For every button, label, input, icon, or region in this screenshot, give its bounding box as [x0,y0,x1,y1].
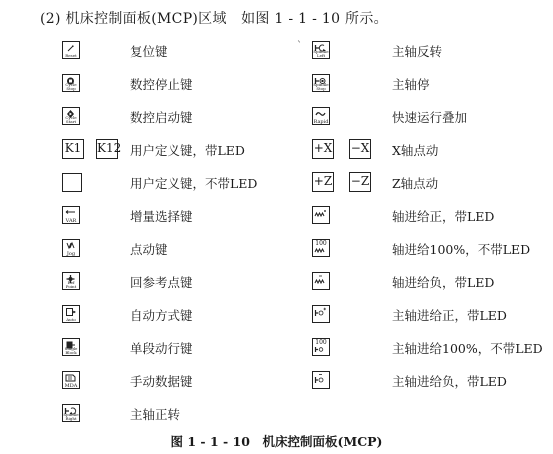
spindle-override-minus-icon[interactable] [312,371,330,389]
key-label: X轴点动 [392,143,439,158]
key-label: 数控启动键 [130,110,193,125]
user-key-k12[interactable]: K12 [96,139,118,159]
key-label: 主轴停 [392,77,430,92]
feed-override-100-icon[interactable]: 100 [312,239,330,257]
key-label: 轴进给100%，不带LED [392,242,531,257]
feed-override-plus-icon[interactable] [312,206,330,224]
spindle-ccw-key-icon[interactable]: Spindle Left [312,41,330,59]
key-label: 快速运行叠加 [392,110,468,125]
key-label: 主轴进给100%，不带LED [392,341,543,356]
rapid-key-icon[interactable]: Rapid [312,107,330,125]
spindle-cw-key-icon[interactable]: Spindle Right [62,404,80,422]
x-plus-key[interactable]: +X [312,139,334,159]
key-label: 用户定义键，带LED [130,143,245,158]
key-label: Z轴点动 [392,176,439,191]
spindle-override-plus-icon[interactable] [312,305,330,323]
section-heading: (2) 机床控制面板(MCP)区域 如图 1 - 1 - 10 所示。 [40,11,388,27]
user-key-k1[interactable]: K1 [62,139,84,159]
single-block-key-icon[interactable]: Single Block [62,338,80,356]
stray-mark: ˋ [297,41,302,52]
reset-key-icon[interactable]: Reset [62,41,80,59]
key-label: 主轴正转 [130,407,181,422]
key-label: 主轴进给正，带LED [392,308,507,323]
key-label: 轴进给正，带LED [392,209,495,224]
spindle-stop-key-icon[interactable]: Spindle Stop [312,74,330,92]
key-label: 复位键 [130,44,168,59]
cycle-start-key-icon[interactable]: Cycle Start [62,107,80,125]
key-label: 用户定义键，不带LED [130,176,258,191]
ref-point-key-icon[interactable]: Ref Point [62,272,80,290]
blank-key-icon[interactable] [62,173,82,192]
key-label: 手动数据键 [130,374,193,389]
figure-caption: 图 1 - 1 - 10 机床控制面板(MCP) [170,434,383,449]
jog-key-icon[interactable]: Jog [62,239,80,257]
cycle-stop-key-icon[interactable]: Cycle Stop [62,74,80,92]
z-minus-key[interactable]: −Z [349,172,371,192]
spindle-override-100-icon[interactable]: 100 [312,338,330,356]
key-label: 点动键 [130,242,168,257]
mda-key-icon[interactable]: MDA [62,371,80,389]
x-minus-key[interactable]: −X [349,139,371,159]
key-label: 数控停止键 [130,77,193,92]
auto-key-icon[interactable]: Auto [62,305,80,323]
key-label: 回参考点键 [130,275,193,290]
key-label: 主轴反转 [392,44,443,59]
key-label: 增量选择键 [130,209,193,224]
var-key-icon[interactable]: VAR [62,206,80,224]
key-label: 主轴进给负，带LED [392,374,507,389]
key-label: 轴进给负，带LED [392,275,495,290]
z-plus-key[interactable]: +Z [312,172,334,192]
key-label: 自动方式键 [130,308,193,323]
feed-override-minus-icon[interactable] [312,272,330,290]
key-label: 单段动行键 [130,341,193,356]
